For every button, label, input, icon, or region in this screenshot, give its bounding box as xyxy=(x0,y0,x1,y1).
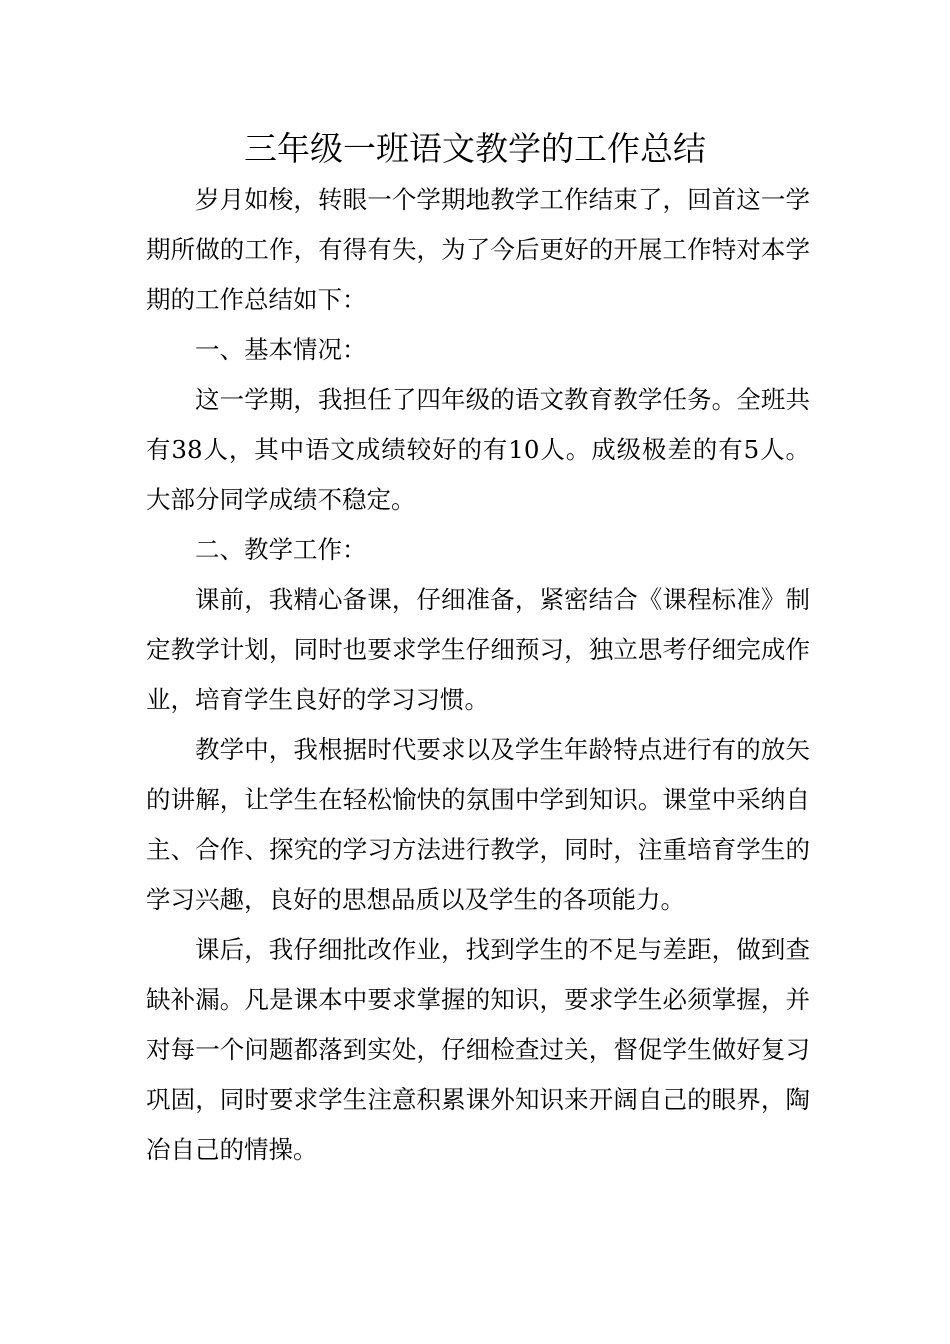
paragraph-intro: 岁月如梭，转眼一个学期地教学工作结束了，回首这一学期所做的工作，有得有失，为了今后更好的开展工作特对本学期的工作总结如下： xyxy=(146,185,810,314)
section-heading-teaching-work: 二、教学工作： xyxy=(195,535,367,564)
document-body xyxy=(146,175,810,1175)
paragraph-basic-situation: 这一学期，我担任了四年级的语文教育教学任务。全班共有38人，其中语文成绩较好的有10人。成级极差的有5人。大部分同学成绩不稳定。 xyxy=(146,385,810,514)
section-heading-basic-situation: 一、基本情况： xyxy=(195,335,367,364)
paragraph-after-class: 课后，我仔细批改作业，找到学生的不足与差距，做到查缺补漏。凡是课本中要求掌握的知识，要求学生必须掌握，并对每一个问题都落到实处，仔细检查过关，督促学生做好复习巩固，同时要求学生注意积累课外知识来开阔自己的眼界，陶冶自己的情操。 xyxy=(146,935,810,1164)
paragraph-before-class: 课前，我精心备课，仔细准备，紧密结合《课程标准》制定教学计划，同时也要求学生仔细预习，独立思考仔细完成作业，培育学生良好的学习习惯。 xyxy=(146,585,810,714)
paragraph-during-class: 教学中，我根据时代要求以及学生年龄特点进行有的放矢的讲解，让学生在轻松愉快的氛围中学到知识。课堂中采纳自主、合作、探究的学习方法进行教学，同时，注重培育学生的学习兴趣，良好的思想品质以及学生的各项能力。 xyxy=(146,735,810,914)
document-title: 三年级一班语文教学的工作总结 xyxy=(244,129,706,168)
